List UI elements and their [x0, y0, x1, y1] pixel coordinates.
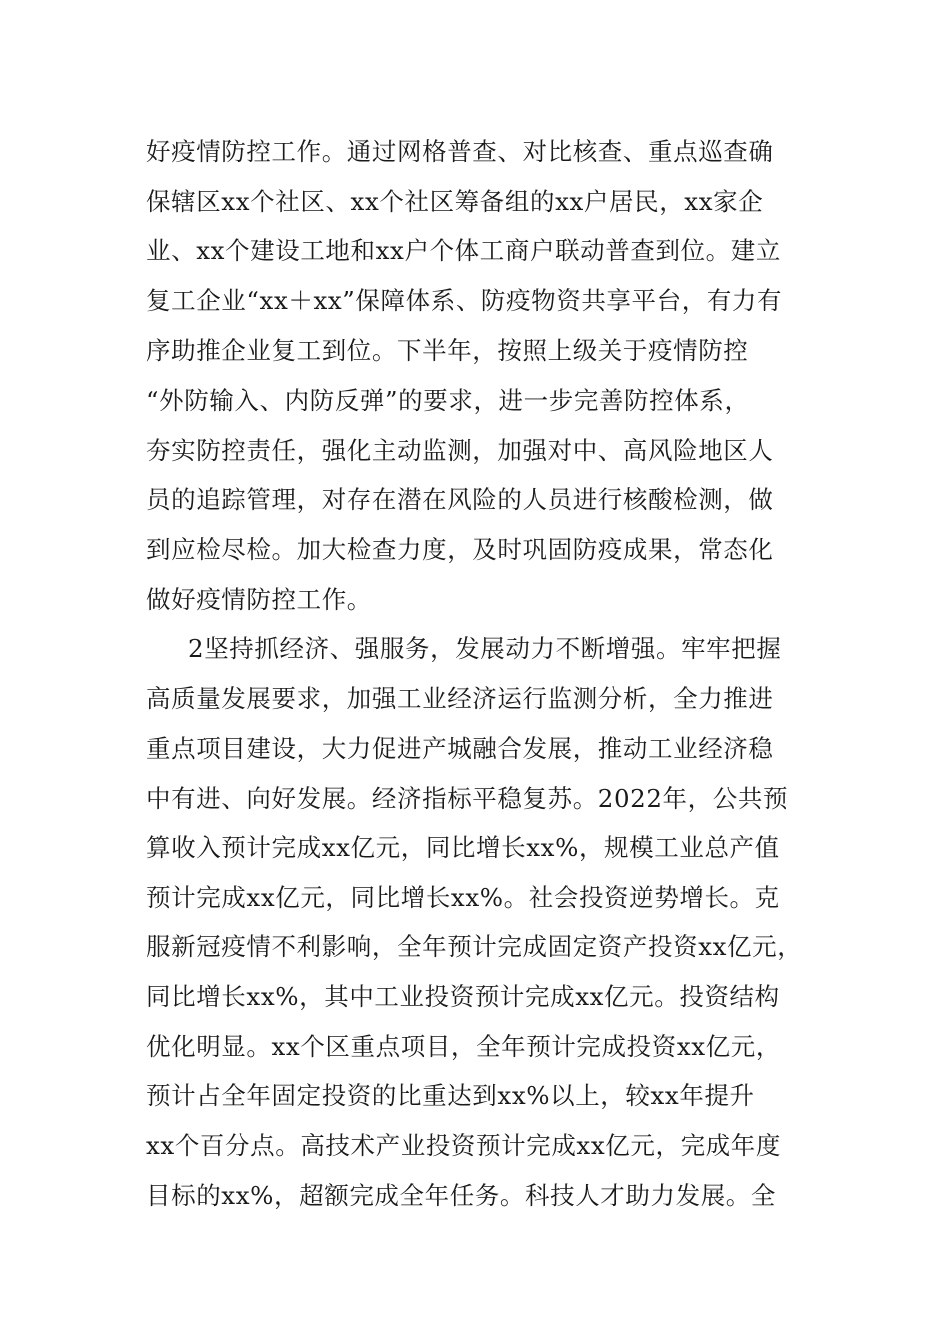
text-line: xx个百分点。高技术产业投资预计完成xx亿元，完成年度 [146, 1131, 781, 1160]
text-line: 序助推企业复工到位。下半年，按照上级关于疫情防控 [146, 336, 749, 365]
text-line: 重点项目建设，大力促进产城融合发展，推动工业经济稳 [146, 734, 774, 763]
text-line: 夯实防控责任，强化主动监测，加强对中、高风险地区人 [146, 436, 774, 465]
text-line: 做好疫情防控工作。 [146, 585, 372, 614]
text-line: 到应检尽检。加大检查力度，及时巩固防疫成果，常态化 [146, 535, 774, 564]
text-line: 同比增长xx%，其中工业投资预计完成xx亿元。投资结构 [146, 982, 780, 1011]
text-line: 复工企业“xx＋xx”保障体系、防疫物资共享平台，有力有 [146, 286, 783, 315]
text-line: 目标的xx%，超额完成全年任务。科技人才助力发展。全 [146, 1181, 777, 1210]
text-line: 高质量发展要求，加强工业经济运行监测分析，全力推进 [146, 684, 774, 713]
text-line: 保辖区xx个社区、xx个社区筹备组的xx户居民，xx家企 [146, 187, 764, 216]
text-line: 业、xx个建设工地和xx户个体工商户联动普查到位。建立 [146, 236, 781, 265]
text-line: 员的追踪管理，对存在潜在风险的人员进行核酸检测，做 [146, 485, 774, 514]
paragraph-start-line: 2坚持抓经济、强服务，发展动力不断增强。牢牢把握 [188, 634, 782, 663]
text-line: 预计占全年固定投资的比重达到xx%以上，较xx年提升 [146, 1081, 755, 1110]
text-line: 服新冠疫情不利影响，全年预计完成固定资产投资xx亿元， [146, 932, 803, 961]
text-line: 预计完成xx亿元，同比增长xx%。社会投资逆势增长。克 [146, 883, 780, 912]
text-line: 中有进、向好发展。经济指标平稳复苏。2022年，公共预 [146, 784, 789, 813]
text-line: 算收入预计完成xx亿元，同比增长xx%，规模工业总产值 [146, 833, 780, 862]
text-line: 优化明显。xx个区重点项目，全年预计完成投资xx亿元， [146, 1032, 781, 1061]
text-line: “外防输入、内防反弹”的要求，进一步完善防控体系， [146, 386, 750, 415]
text-line: 好疫情防控工作。通过网格普查、对比核查、重点巡查确 [146, 137, 774, 166]
